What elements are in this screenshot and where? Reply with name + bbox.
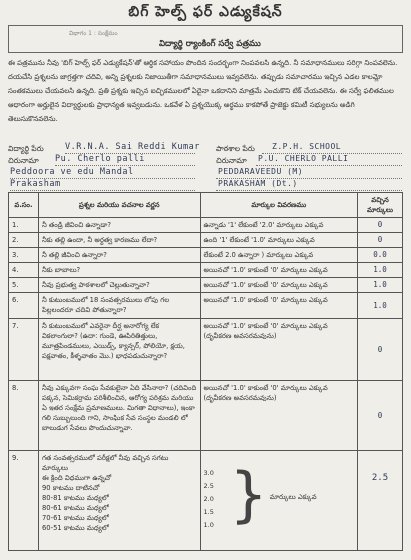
col-header-number: వ.సం.: [9, 193, 39, 218]
row-question-grades: [38, 451, 200, 551]
brace-symbol: }: [229, 467, 268, 530]
row-score: 0: [358, 233, 403, 248]
grade-question: గత సంవత్సరములో పరీక్షలో నీవు వచ్చిన సగటు మార్కులు: [41, 454, 169, 472]
school-address-3: PRAKASHAM (Dt.): [218, 179, 298, 188]
row-score: 1.0: [358, 263, 403, 278]
scale-marks-label: మార్కులు ఎక్కువ: [269, 493, 317, 501]
marks-scale: [204, 467, 230, 532]
row-number: 9.: [9, 451, 39, 551]
row-marks-scale: [200, 451, 358, 551]
school-address-underline-3: [216, 190, 402, 191]
row-number: 8.: [9, 381, 39, 451]
student-name-label: విద్యార్థి పేరు: [8, 144, 44, 153]
row-marks: అయినచో '1.0' కాకుంటే '0' మార్కులు ఎక్కువ: [200, 293, 358, 319]
scale-value: 2.5: [203, 482, 214, 490]
grade-band: 80-61 కాటము మధ్యలో: [41, 504, 109, 512]
student-name-value: V.R.N.A. Sai Reddi Kumar: [65, 142, 200, 152]
row-marks: ఉన్నాడు '1' లేకుంటే '2.0' మార్కులు ఎక్కువ: [200, 218, 358, 233]
form-subtitle: విద్యార్థి ర్యాంకింగ్ సర్వే పత్రము: [159, 39, 261, 49]
row-number: 4.: [9, 263, 39, 278]
row-score: 1.0: [358, 293, 403, 319]
table-row: [9, 218, 403, 233]
school-address-label: చిరునామా: [216, 156, 247, 165]
faint-header-text: విభాగం 1 : సంక్షేమం: [69, 30, 118, 37]
page-title: బిగ్ హెల్ప్ ఫర్ ఎడ్యుకేషన్: [128, 4, 283, 20]
table-row: [9, 248, 403, 263]
row-marks: ఉంది '1' లేకుంటే '1.0' మార్కులు ఎక్కువ: [200, 233, 358, 248]
school-address-2: PEDDARAVEEDU (M): [218, 167, 304, 176]
row-score: 1.0: [358, 278, 403, 293]
scale-value: 1.5: [203, 508, 214, 516]
row-number: 1.: [9, 218, 39, 233]
row-number: 5.: [9, 278, 39, 293]
row-score: 2.5: [358, 451, 403, 551]
address-line-3: Prakasham: [10, 179, 61, 189]
row-question: నీ తల్లి జీవించి ఉన్నారా?: [38, 248, 200, 263]
school-address-underline-1: [256, 165, 402, 166]
table-header-row: [9, 193, 403, 218]
row-question: నీవు ఎక్కువగా సంఘ సేవకులైనా ఏది వేసినారా? (చదివింది పక్కన, సెమికర్రామ పరిశీలించిన, ఆరోగ్య పరిశ్రమ మరియు ఏ ఇతర సంక్షేమ ప్రమాణములు. మిగతా విధానాలు), ఇంకా గలి సుబ్బులుంది గాని, సాంఘిక సేవ సంస్థల మండలి లో బాలుడుగ సేవలు పొందుచున్నావా.: [38, 381, 200, 451]
table-row: [9, 263, 403, 278]
row-score: 0: [358, 319, 403, 381]
row-score: 0.0: [358, 248, 403, 263]
table-row: [9, 319, 403, 381]
table-row: [9, 233, 403, 248]
intro-paragraph: ఈ పత్రమును నీవు 'బిగ్ హెల్ప్ ఫర్ ఎడ్యుకేషన్'తో ఆర్థిక సహాయం పొందిన సందర్భంగా నింపవలసి ఉన్నది. నీ సమాధానములు సరిగ్గా నింపవలెను. దయచేసి ప్రశ్నలను జాగ్రత్తగా చదివి, అన్ని ప్రశ్నలకు నిజాయితీగా సమాధానములు ఇవ్వవలెను. తప్పుడు సమాచారము ఇచ్చిన ఎడల కాలమ్లో సంతకములు చేయవలసి ఉన్నది. ప్రతి ప్రశ్నకు ఇచ్చిన ఐచ్ఛికములలో ఏదైనా ఒకదానిని మాత్రమే ఎంచుకొని టిక్ చేయవలెను. ఈ సర్వే ఫలితముల ఆధారంగా అర్హులైన విద్యార్థులకు ప్రాధాన్యత ఇవ్వబడును. ఒకవేళ ఏ ప్రశ్నయొక్క అర్థము కాకపోతే ప్రాజెక్టు కమిటీ సభ్యులను అడిగి తెలుసుకొనవలెను.: [8, 59, 398, 123]
row-question: నీవు ప్రభుత్వ పాఠశాలలో చెల్లుతున్నావా?: [38, 278, 200, 293]
row-question: నీ కుటుంబములో ఎవరైనా దీర్ఘ అనారోగ్య లేక వికలాంగులా? (ఉదా: గుండె, ఊపిరితిత్తులు, మూత్రపిండములు, ఎయిడ్స్, క్యాన్సర్, పోలియో, క్షయ, పక్షవాతం, కీళ్ళవాతం మొ.) భాధపడుచున్నారా?: [38, 319, 200, 381]
col-header-score: వచ్చిన మార్కులు: [358, 193, 403, 218]
address-underline-3: [10, 190, 195, 191]
scale-value: 1.0: [203, 521, 214, 529]
row-score: 0: [358, 381, 403, 451]
school-address-1: P.U. CHERLO PALLI: [258, 154, 349, 163]
address-underline-1: [55, 165, 195, 166]
grade-band: 80-81 కాటము మధ్యలో: [41, 494, 109, 502]
row-marks: అయినచో '1.0' కాకుంటే '0' మార్కులు ఎక్కువ (దృవీకరణ అవసరమవును): [200, 381, 358, 451]
row-number: 7.: [9, 319, 39, 381]
row-number: 3.: [9, 248, 39, 263]
grade-band: 90 కాటము దాటినచో: [41, 484, 100, 492]
scale-value: 3.0: [203, 469, 214, 477]
row-score: 0: [358, 218, 403, 233]
row-number: 6.: [9, 293, 39, 319]
school-name-value: Z.P.H. SCHOOL: [272, 142, 342, 151]
table-row: [9, 381, 403, 451]
grade-band: 70-61 కాటము మధ్యలో: [41, 514, 109, 522]
row-question: నీ కుటుంబములో 18 సంవత్సరములు లోపు గల పిల్లలందరూ చదివి పోతున్నారా?: [38, 293, 200, 319]
row-number: 2.: [9, 233, 39, 248]
subtitle-bar: [8, 25, 403, 53]
table-row: [9, 451, 403, 551]
row-marks: అయినచో '1.0' కాకుంటే '0' మార్కులు ఎక్కువ: [200, 263, 358, 278]
row-question: నీకు బాబాలు?: [38, 263, 200, 278]
question-table: [8, 192, 403, 551]
row-question: నీ తండ్రి జీవించి ఉన్నాడా?: [38, 218, 200, 233]
row-marks: అయినచో '1.0' కాకుంటే '0' మార్కులు ఎక్కువ (దృవీకరణ అవసరమవును): [200, 319, 358, 381]
scale-value: 2.0: [203, 495, 214, 503]
grade-band: 60-51 కాటము మధ్యలో: [41, 524, 109, 532]
row-marks: అయినచో '1.0' కాకుంటే '0' మార్కులు ఎక్కువ: [200, 278, 358, 293]
address-line-1: Pu. Cherlo palli: [55, 154, 145, 164]
col-header-marks: మార్కుల వివరణము: [200, 193, 358, 218]
table-row: [9, 293, 403, 319]
row-marks: లేకుంటే 2.0 ఉన్నారా ) మార్కులు ఎక్కువ: [200, 248, 358, 263]
grade-condition: ఈ క్రింది విధముగా ఉన్నచో: [41, 474, 112, 482]
row-question: నీకు తల్లి ఉందా, నీ అర్థత్వ కారణము లేదా?: [38, 233, 200, 248]
school-name-label: పాఠశాల పేరు: [216, 144, 255, 153]
address-line-2: Peddoora ve edu Mandal: [10, 167, 134, 177]
col-header-question: ప్రశ్నల మరియు వచనాల వర్ణన: [38, 193, 200, 218]
address-label: చిరునామా: [8, 156, 39, 165]
table-row: [9, 278, 403, 293]
